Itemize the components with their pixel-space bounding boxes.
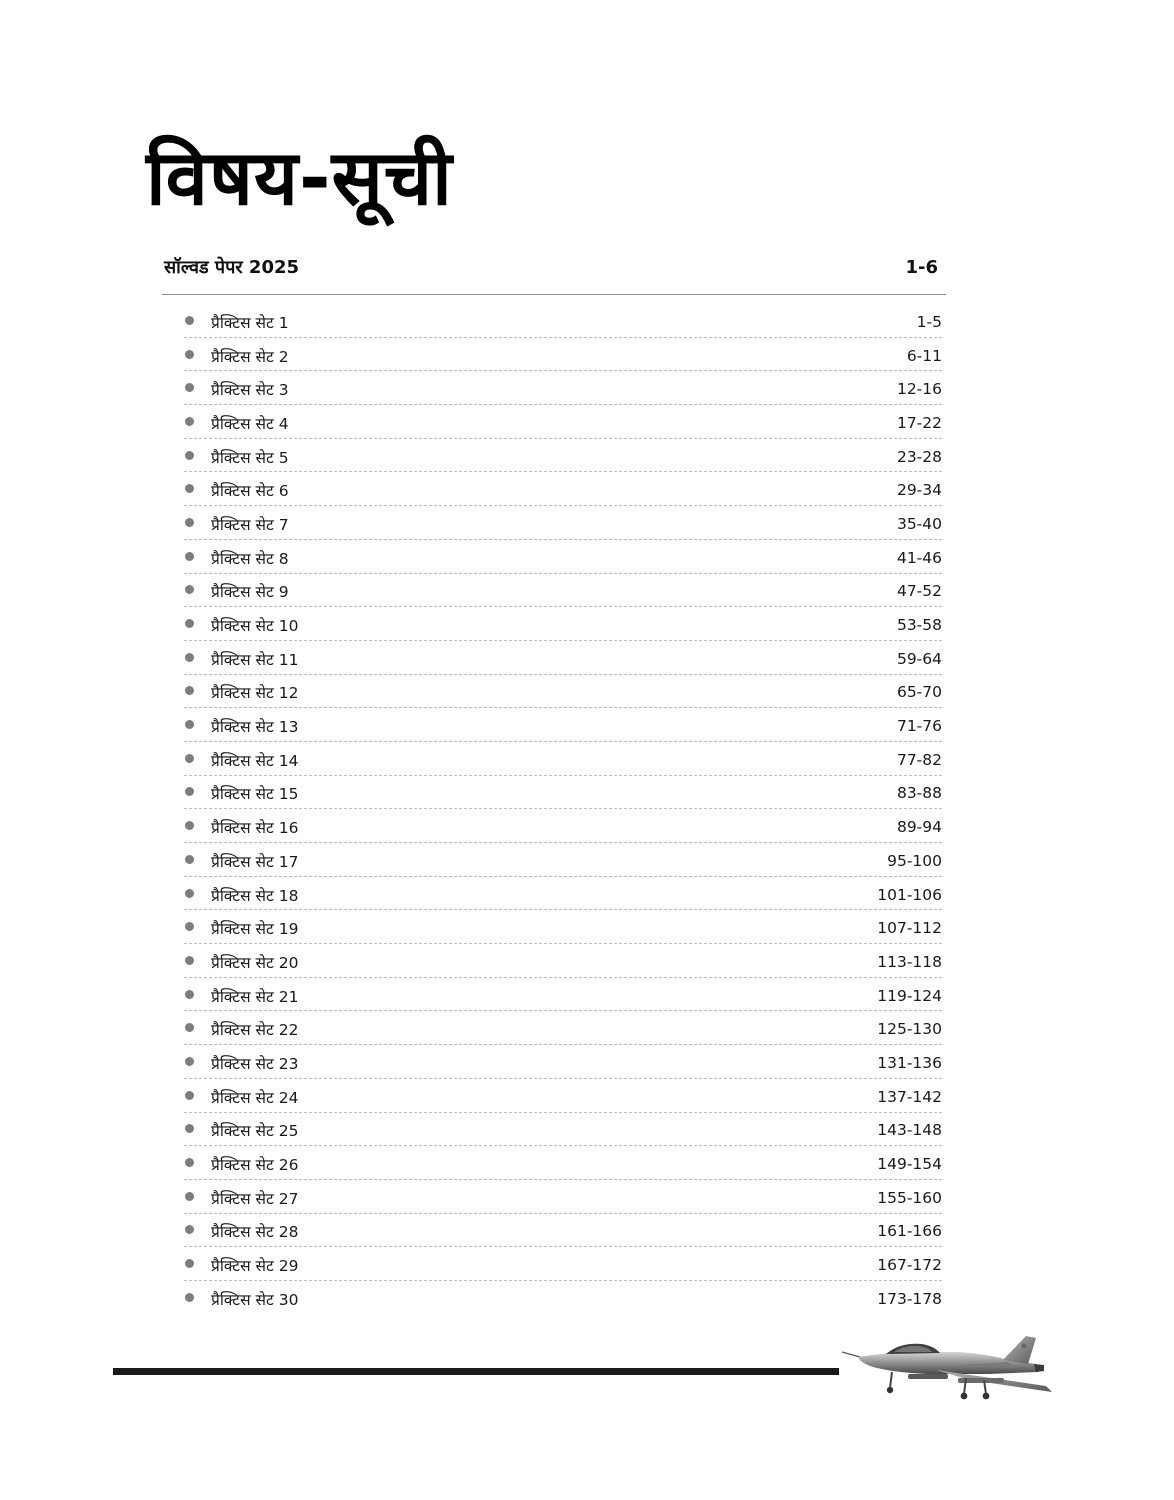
bullet-dot-icon <box>185 484 194 493</box>
toc-entry-label: प्रैक्टिस सेट 5 <box>211 448 289 467</box>
toc-entry-pages: 167-172 <box>877 1256 942 1275</box>
toc-entry-label: प्रैक्टिस सेट 9 <box>211 583 289 602</box>
toc-entry <box>184 1247 942 1281</box>
toc-entry <box>184 641 942 675</box>
toc-entry-pages: 65-70 <box>896 683 942 702</box>
toc-entry-label: प्रैक्टिस सेट 27 <box>211 1189 299 1208</box>
bullet-dot-icon <box>185 552 194 561</box>
toc-entry-pages: 173-178 <box>877 1290 942 1309</box>
toc-entry-pages: 155-160 <box>877 1188 942 1207</box>
fighter-jet-icon <box>838 1330 1062 1408</box>
toc-entry <box>184 405 942 439</box>
section-header <box>164 250 938 284</box>
bullet-dot-icon <box>185 754 194 763</box>
toc-entry-pages: 101-106 <box>877 885 942 904</box>
bullet-dot-icon <box>185 1057 194 1066</box>
toc-entry-label: प्रैक्टिस सेट 7 <box>211 515 289 534</box>
toc-entry-pages: 77-82 <box>896 750 942 769</box>
toc-entry-pages: 6-11 <box>906 346 942 365</box>
toc-entry-label: प्रैक्टिस सेट 4 <box>211 414 289 433</box>
toc-entry-pages: 41-46 <box>896 548 942 567</box>
toc-entry-pages: 107-112 <box>877 919 942 938</box>
toc-entry <box>184 1113 942 1147</box>
section-pages: 1-6 <box>905 256 938 278</box>
toc-entry-label: प्रैक्टिस सेट 19 <box>211 920 299 939</box>
toc-entry <box>184 1180 942 1214</box>
toc-entry-pages: 35-40 <box>896 514 942 533</box>
bullet-dot-icon <box>185 855 194 864</box>
toc-entry-pages: 1-5 <box>916 312 942 331</box>
toc-entry <box>184 472 942 506</box>
bullet-dot-icon <box>185 922 194 931</box>
toc-entry-pages: 29-34 <box>896 481 942 500</box>
bullet-dot-icon <box>185 350 194 359</box>
bullet-dot-icon <box>185 1158 194 1167</box>
bullet-dot-icon <box>185 1091 194 1100</box>
toc-entry-label: प्रैक्टिस सेट 20 <box>211 953 299 972</box>
toc-entry-label: प्रैक्टिस सेट 14 <box>211 751 299 770</box>
toc-entry-label: प्रैक्टिस सेट 15 <box>211 785 299 804</box>
toc-entry <box>184 742 942 776</box>
toc-entry-pages: 12-16 <box>896 380 942 399</box>
section-divider <box>162 294 946 295</box>
toc-entry <box>184 607 942 641</box>
toc-entry-pages: 83-88 <box>896 784 942 803</box>
bullet-dot-icon <box>185 956 194 965</box>
toc-entry-pages: 53-58 <box>896 616 942 635</box>
toc-entry-pages: 71-76 <box>896 717 942 736</box>
toc-entry-label: प्रैक्टिस सेट 6 <box>211 482 289 501</box>
bullet-dot-icon <box>185 1023 194 1032</box>
toc-entry-label: प्रैक्टिस सेट 25 <box>211 1122 299 1141</box>
toc-entry-pages: 149-154 <box>877 1155 942 1174</box>
toc-entry <box>184 338 942 372</box>
toc-entry-label: प्रैक्टिस सेट 13 <box>211 718 299 737</box>
bullet-dot-icon <box>185 653 194 662</box>
bullet-dot-icon <box>185 1293 194 1302</box>
toc-entry <box>184 877 942 911</box>
toc-list <box>184 304 942 1315</box>
toc-entry-label: प्रैक्टिस सेट 26 <box>211 1156 299 1175</box>
bullet-dot-icon <box>185 720 194 729</box>
toc-entry <box>184 1079 942 1113</box>
bullet-dot-icon <box>185 518 194 527</box>
toc-entry <box>184 304 942 338</box>
toc-entry <box>184 675 942 709</box>
bullet-dot-icon <box>185 686 194 695</box>
toc-entry-label: प्रैक्टिस सेट 24 <box>211 1088 299 1107</box>
section-title: सॉल्वड पेपर 2025 <box>164 257 300 278</box>
toc-entry-pages: 47-52 <box>896 582 942 601</box>
toc-entry-pages: 125-130 <box>877 1020 942 1039</box>
toc-entry-label: प्रैक्टिस सेट 8 <box>211 549 289 568</box>
toc-entry-pages: 161-166 <box>877 1222 942 1241</box>
toc-entry-pages: 59-64 <box>896 649 942 668</box>
toc-entry-label: प्रैक्टिस सेट 12 <box>211 684 299 703</box>
toc-entry <box>184 708 942 742</box>
toc-entry-pages: 143-148 <box>877 1121 942 1140</box>
bullet-dot-icon <box>185 1225 194 1234</box>
toc-entry <box>184 944 942 978</box>
page-title: विषय-सूची <box>146 133 453 222</box>
toc-entry <box>184 1281 942 1315</box>
bullet-dot-icon <box>185 316 194 325</box>
toc-entry <box>184 506 942 540</box>
toc-entry-pages: 119-124 <box>877 986 942 1005</box>
toc-entry-pages: 89-94 <box>896 818 942 837</box>
bullet-dot-icon <box>185 417 194 426</box>
toc-entry-label: प्रैक्टिस सेट 17 <box>211 852 299 871</box>
bullet-dot-icon <box>185 585 194 594</box>
toc-entry-pages: 23-28 <box>896 447 942 466</box>
toc-entry <box>184 1011 942 1045</box>
toc-entry-label: प्रैक्टिस सेट 21 <box>211 987 299 1006</box>
toc-entry-label: प्रैक्टिस सेट 18 <box>211 886 299 905</box>
toc-entry-pages: 95-100 <box>887 851 942 870</box>
toc-entry-label: प्रैक्टिस सेट 29 <box>211 1257 299 1276</box>
toc-entry <box>184 1146 942 1180</box>
bullet-dot-icon <box>185 821 194 830</box>
toc-entry-label: प्रैक्टिस सेट 2 <box>211 347 289 366</box>
bullet-dot-icon <box>185 787 194 796</box>
bullet-dot-icon <box>185 1259 194 1268</box>
toc-entry-pages: 17-22 <box>896 413 942 432</box>
toc-entry <box>184 371 942 405</box>
toc-entry-label: प्रैक्टिस सेट 16 <box>211 819 299 838</box>
footer-bar <box>113 1368 839 1375</box>
bullet-dot-icon <box>185 619 194 628</box>
toc-entry <box>184 574 942 608</box>
bullet-dot-icon <box>185 990 194 999</box>
toc-entry <box>184 978 942 1012</box>
toc-entry-pages: 131-136 <box>877 1053 942 1072</box>
bullet-dot-icon <box>185 1192 194 1201</box>
bullet-dot-icon <box>185 451 194 460</box>
toc-entry-label: प्रैक्टिस सेट 22 <box>211 1021 299 1040</box>
toc-entry <box>184 540 942 574</box>
toc-entry-pages: 113-118 <box>877 952 942 971</box>
toc-entry <box>184 910 942 944</box>
toc-entry <box>184 843 942 877</box>
toc-entry <box>184 1214 942 1248</box>
toc-entry-pages: 137-142 <box>877 1087 942 1106</box>
bullet-dot-icon <box>185 1124 194 1133</box>
toc-entry-label: प्रैक्टिस सेट 3 <box>211 381 289 400</box>
toc-entry-label: प्रैक्टिस सेट 11 <box>211 650 299 669</box>
toc-entry-label: प्रैक्टिस सेट 23 <box>211 1054 299 1073</box>
toc-entry <box>184 439 942 473</box>
bullet-dot-icon <box>185 383 194 392</box>
toc-entry-label: प्रैक्टिस सेट 28 <box>211 1223 299 1242</box>
toc-entry <box>184 776 942 810</box>
toc-entry <box>184 1045 942 1079</box>
bullet-dot-icon <box>185 889 194 898</box>
toc-entry-label: प्रैक्टिस सेट 30 <box>211 1291 299 1310</box>
toc-entry <box>184 809 942 843</box>
toc-entry-label: प्रैक्टिस सेट 1 <box>211 313 289 332</box>
toc-entry-label: प्रैक्टिस सेट 10 <box>211 617 299 636</box>
